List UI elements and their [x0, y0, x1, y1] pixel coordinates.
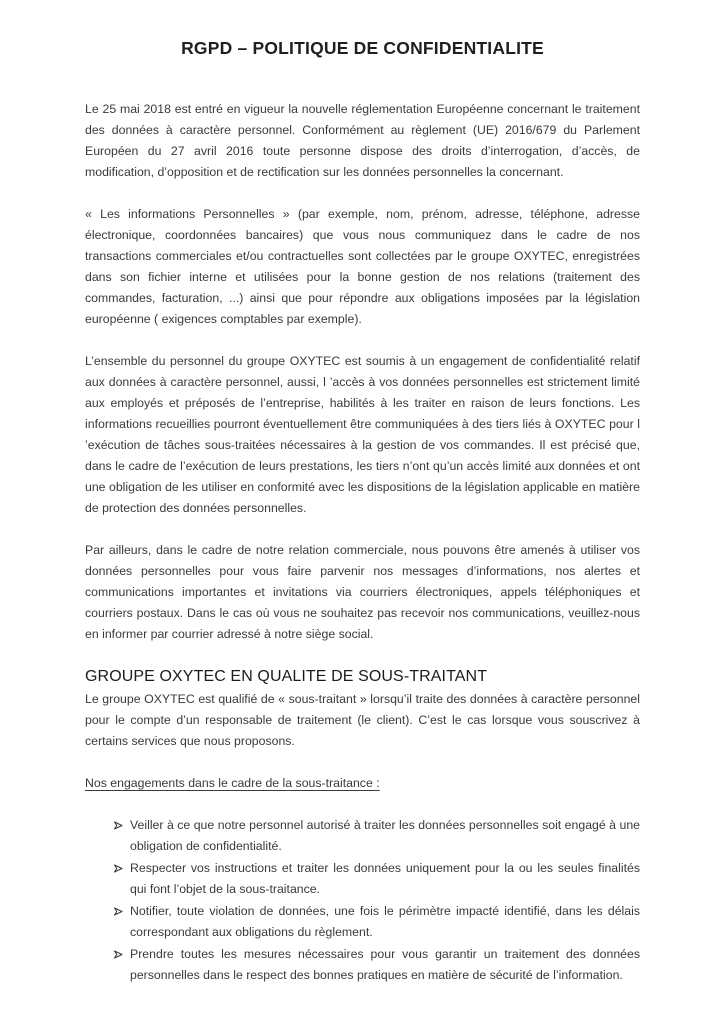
page-title: RGPD – POLITIQUE DE CONFIDENTIALITE [181, 38, 544, 58]
paragraph-relation-commerciale: Par ailleurs, dans le cadre de notre relation commerciale, nous pouvons être amenés à utiliser vos données personnelles pour vous faire parvenir nos messages d’informations, nos alertes et communications importantes et invitations via courriers électroniques, appels téléphoniques et courriers postaux. Dans le cas où vous ne souhaitez pas recevoir nos communications, veuillez-nous en informer par courrier adressé à notre siège social. [85, 543, 640, 641]
paragraph-informations-personnelles: « Les informations Personnelles » (par exemple, nom, prénom, adresse, téléphone, adresse électronique, coordonnées bancaires) que vous nous communiquez dans le cadre de nos transactions commerciales et/ou contractuelles sont collectées par le groupe OXYTEC, enregistrées dans son fichier interne et utilisées pour la bonne gestion de nos relations (traitement des commandes, facturation, ...) ainsi que pour répondre aux obligations imposées par la législation européenne ( exigences comptables par exemple). [85, 207, 640, 326]
paragraph-intro-rgpd: Le 25 mai 2018 est entré en vigueur la nouvelle réglementation Européenne concernant le traitement des données à caractère personnel. Conformément au règlement (UE) 2016/679 du Parlement Européen du 27 avril 2016 toute personne dispose des droits d’interrogation, d’accès, de modification, d’opposition et de rectification sur les données personnelles la concernant. [85, 102, 640, 179]
list-item-text: Veiller à ce que notre personnel autorisé à traiter les données personnelles soit engagé à une obligation de confidentialité. [130, 818, 640, 853]
list-item-text: Respecter vos instructions et traiter les données uniquement pour la ou les seules finalités qui font l’objet de la sous-traitance. [130, 861, 640, 896]
arrow-bullet-icon [113, 944, 130, 960]
section-heading-sous-traitant: GROUPE OXYTEC EN QUALITE DE SOUS-TRAITANT [85, 668, 488, 685]
arrow-bullet-icon [113, 815, 130, 831]
list-item [113, 815, 640, 857]
list-item [113, 858, 640, 900]
list-item-text: Prendre toutes les mesures nécessaires pour vous garantir un traitement des données personnelles dans le respect des bonnes pratiques en matière de sécurité de l’information. [130, 947, 640, 982]
paragraph-engagement-confidentialite: L’ensemble du personnel du groupe OXYTEC est soumis à un engagement de confidentialité relatif aux données à caractère personnel, aussi, l ’accès à vos données personnelles est strictement limité aux employés et préposés de l’entreprise, habilités à les traiter en raison de leurs fonctions. Les informations recueillies pourront éventuellement être communiquées à des tiers liés à OXYTEC pour l ’exécution de tâches sous-traitées nécessaires à la gestion de vos commandes. Il est précisé que, dans le cadre de l’exécution de leurs prestations, les tiers n’ont qu’un accès limité aux données et ont une obligation de les utiliser en conformité avec les dispositions de la législation applicable en matière de protection des données personnelles. [85, 354, 640, 515]
list-item-text: Notifier, toute violation de données, une fois le périmètre impacté identifié, dans les délais correspondant aux obligations du règlement. [130, 904, 640, 939]
list-item [113, 944, 640, 986]
list-item [113, 901, 640, 943]
subheading-engagements: Nos engagements dans le cadre de la sous-traitance : [85, 776, 380, 790]
paragraph-sous-traitant-intro: Le groupe OXYTEC est qualifié de « sous-traitant » lorsqu’il traite des données à caractère personnel pour le compte d’un responsable de traitement (le client). C’est le cas lorsque vous souscrivez à certains services que nous proposons. [85, 692, 640, 748]
arrow-bullet-icon [113, 858, 130, 874]
engagements-bullet-list [113, 815, 640, 986]
arrow-bullet-icon [113, 901, 130, 917]
